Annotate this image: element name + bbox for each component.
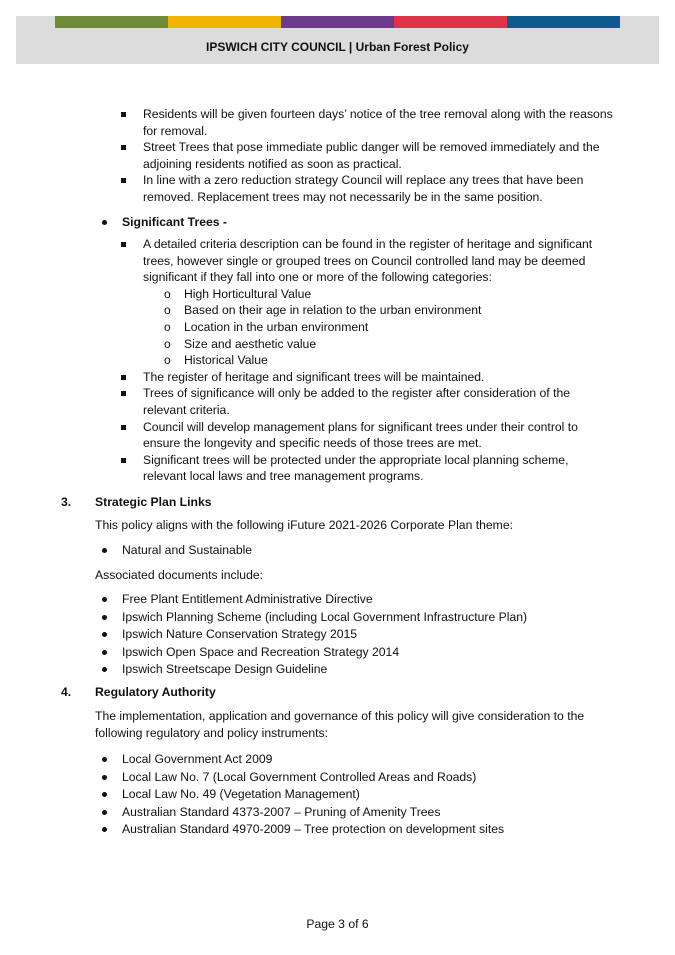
square-bullet-icon <box>121 178 126 183</box>
list-item: Residents will be given fourteen days’ notice of the tree removal along with the reasons for removal. <box>0 106 675 139</box>
section-3-number: 3. <box>61 495 72 509</box>
category-item: o Location in the urban environment <box>164 319 369 334</box>
list-item: Ipswich Nature Conservation Strategy 2015 <box>0 626 675 643</box>
significant-list <box>0 236 675 485</box>
list-item: Local Law No. 49 (Vegetation Management) <box>0 786 675 803</box>
list-item: Australian Standard 4373-2007 – Pruning of Amenity Trees <box>0 804 675 821</box>
circle-bullet-icon: o <box>164 319 171 334</box>
page-number: Page 3 of 6 <box>306 917 369 931</box>
list-item: Ipswich Streetscape Design Guideline <box>0 661 675 678</box>
bullet-icon <box>102 775 107 780</box>
bullet-icon <box>102 810 107 815</box>
square-bullet-icon <box>121 145 126 150</box>
list-item: Ipswich Open Space and Recreation Strategy 2014 <box>0 644 675 661</box>
square-bullet-icon <box>121 112 126 117</box>
bullet-icon <box>102 220 107 225</box>
square-bullet-icon <box>121 425 126 430</box>
circle-bullet-icon: o <box>164 353 171 368</box>
header-title: IPSWICH CITY COUNCIL | Urban Forest Policy <box>206 40 469 54</box>
square-bullet-icon <box>121 391 126 396</box>
associated-docs-label: Associated documents include: <box>95 568 264 582</box>
bullet-icon <box>102 650 107 655</box>
circle-bullet-icon: o <box>164 303 171 318</box>
bullet-icon <box>102 632 107 637</box>
square-bullet-icon <box>121 375 126 380</box>
list-item: Natural and Sustainable <box>0 542 675 559</box>
section-3-title: Strategic Plan Links <box>95 495 212 509</box>
list-item: Ipswich Planning Scheme (including Local Government Infrastructure Plan) <box>0 609 675 626</box>
list-item: Significant trees will be protected under the appropriate local planning scheme, relevant local laws and tree management programs. <box>0 452 675 485</box>
bullet-icon <box>102 615 107 620</box>
square-bullet-icon <box>121 458 126 463</box>
category-item: o Based on their age in relation to the urban environment <box>164 303 482 318</box>
bullet-icon <box>102 792 107 797</box>
bullet-icon <box>102 597 107 602</box>
category-item: o Size and aesthetic value <box>164 336 317 351</box>
section-4-title: Regulatory Authority <box>95 685 216 699</box>
square-bullet-icon <box>121 242 126 247</box>
section-4-intro: The implementation, application and governance of this policy will give consideration to the following regulatory and policy instruments: <box>95 709 585 740</box>
list-item: Australian Standard 4970-2009 – Tree protection on development sites <box>0 821 675 838</box>
list-item: In line with a zero reduction strategy Council will replace any trees that have been removed. Replacement trees may not necessarily be in the same position. <box>0 172 675 205</box>
bullet-icon <box>102 827 107 832</box>
list-item: Free Plant Entitlement Administrative Directive <box>0 591 675 608</box>
list-item: Local Government Act 2009 <box>0 751 675 768</box>
list-item: A detailed criteria description can be found in the register of heritage and significant trees, however single or grouped trees on Council controlled land may be deemed significant if they fall into one or more of the following categories: <box>0 236 675 286</box>
section-4-number: 4. <box>61 685 72 699</box>
bullet-icon <box>102 667 107 672</box>
list-item: Trees of significance will only be added to the register after consideration of the relevant criteria. <box>0 385 675 418</box>
circle-bullet-icon: o <box>164 286 171 301</box>
list-item: Local Law No. 7 (Local Government Controlled Areas and Roads) <box>0 769 675 786</box>
section-3-intro: This policy aligns with the following iFuture 2021-2026 Corporate Plan theme: <box>95 518 513 532</box>
circle-bullet-icon: o <box>164 336 171 351</box>
list-item: The register of heritage and significant trees will be maintained. <box>0 369 675 386</box>
list-item: Council will develop management plans for significant trees under their control to ensure the longevity and specific needs of those trees are met. <box>0 419 675 452</box>
removal-list <box>0 106 675 206</box>
significant-trees-heading: Significant Trees - <box>0 214 675 231</box>
category-item: o Historical Value <box>164 353 268 368</box>
category-item: o High Horticultural Value <box>164 286 312 301</box>
list-item: Street Trees that pose immediate public danger will be removed immediately and the adjoining residents notified as soon as practical. <box>0 139 675 172</box>
bullet-icon <box>102 757 107 762</box>
bullet-icon <box>102 548 107 553</box>
